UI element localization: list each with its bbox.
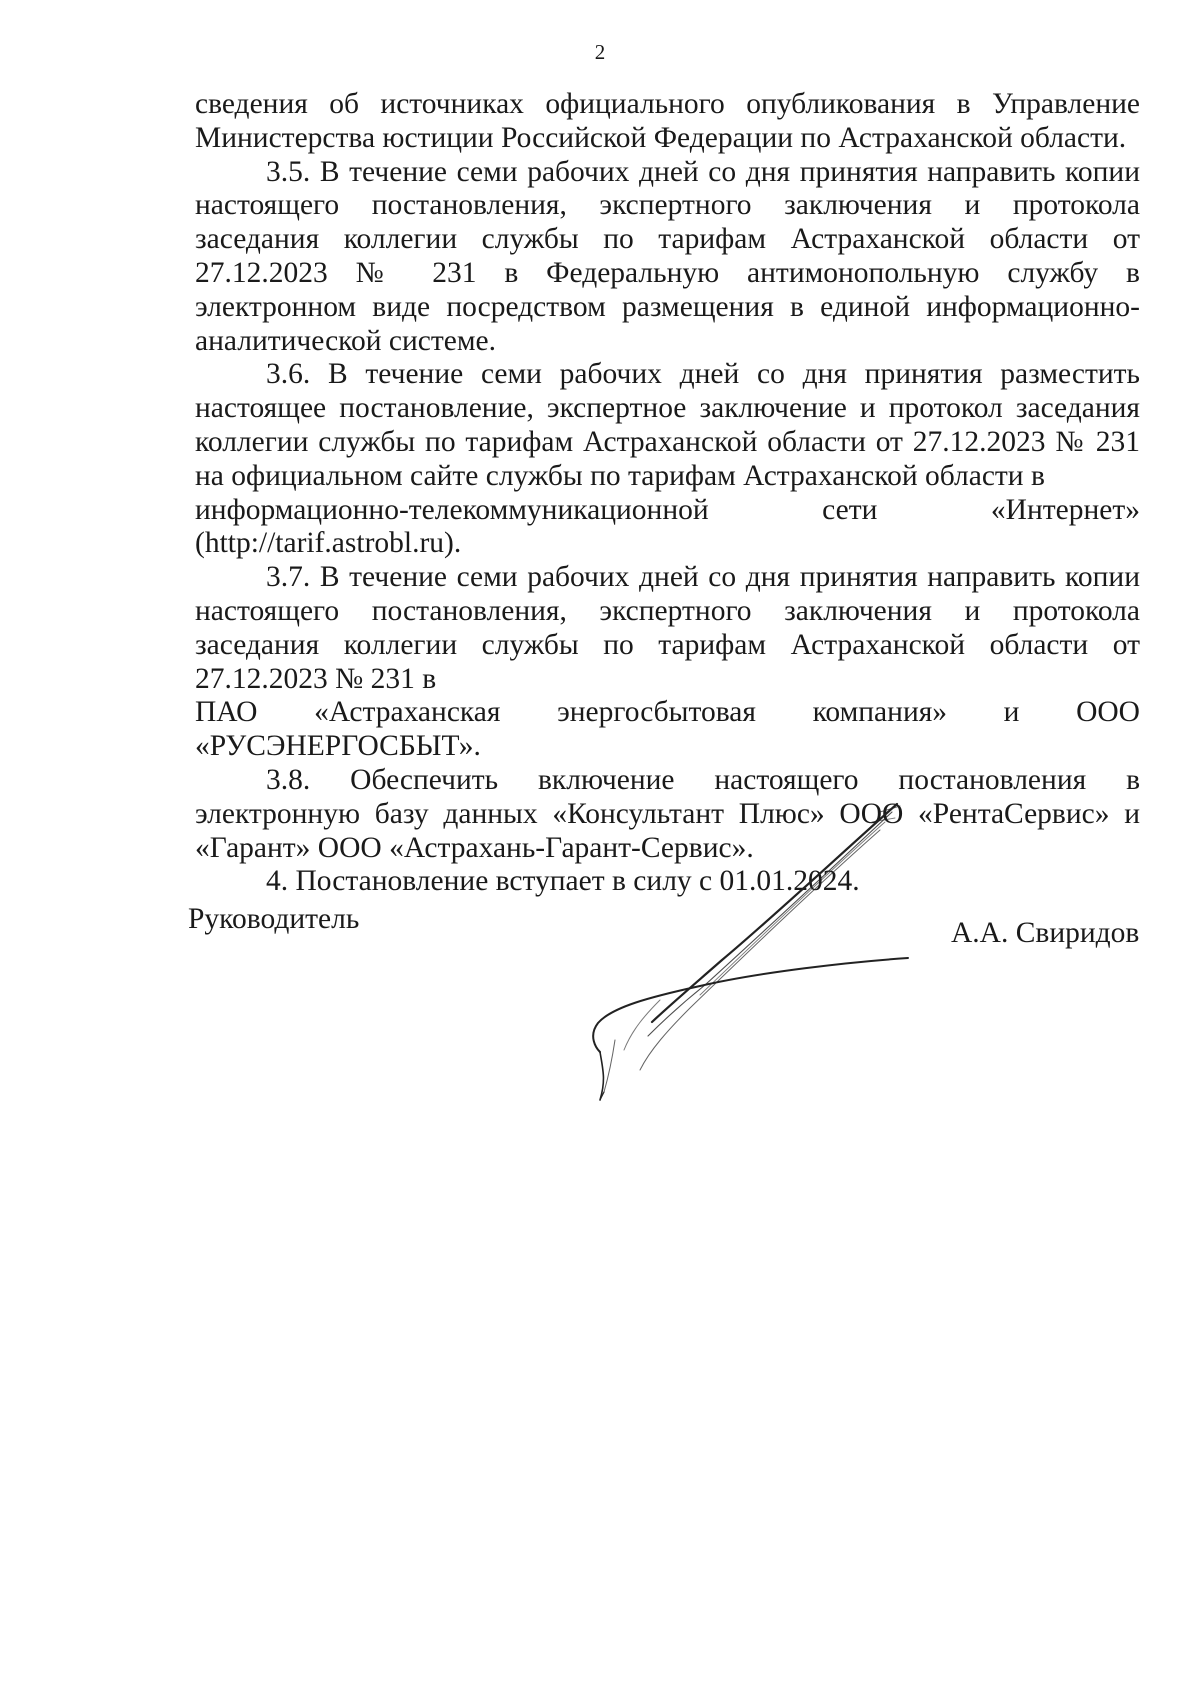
paragraph-3-7 xyxy=(195,561,1140,764)
paragraph-3-5: 3.5. В течение семи рабочих дней со дня принятия направить копии настоящего постановления, экспертного заключения и протокола заседания коллегии службы по тарифам Астраханской области от 27.12.2023 № 231 в Федеральную антимонопольную службу в электронном виде посредством размещения в единой информационно-аналитической системе. xyxy=(195,155,1140,357)
page-number: 2 xyxy=(594,40,606,64)
paragraph-3-7-spread-line: ПАО «Астраханская энергосбытовая компания» и ООО xyxy=(195,696,1140,729)
document-body xyxy=(195,88,1140,899)
paragraph-4: 4. Постановление вступает в силу с 01.01.2024. xyxy=(266,865,860,898)
paragraph-3-7-text: 3.7. В течение семи рабочих дней со дня принятия направить копии настоящего постановления, экспертного заключения и протокола заседания коллегии службы по тарифам Астраханской области от 27.12.2023 № 231 в xyxy=(195,561,1140,695)
text-line: Министерства юстиции Российской Федерации по Астраханской области. xyxy=(195,121,1127,154)
paragraph-3-6 xyxy=(195,358,1140,561)
paragraph-continuation xyxy=(195,88,1140,156)
signer-name: А.А. Свиридов xyxy=(951,917,1140,949)
signer-position: Руководитель xyxy=(188,903,360,935)
paragraph-3-6-text: 3.6. В течение семи рабочих дней со дня принятия разместить настоящее постановление, экспертное заключение и протокол заседания коллегии службы по тарифам Астраханской области от 27.12.2023 № 231 на официальном сайте службы по тарифам Астраханской области в xyxy=(195,358,1140,492)
paragraph-3-6-last-line: (http://tarif.astrobl.ru). xyxy=(195,527,462,560)
paragraph-3-8: 3.8. Обеспечить включение настоящего постановления в электронную базу данных «Консультант Плюс» ООО «РентаСервис» и «Гарант» ООО «Астрахань-Гарант-Сервис». xyxy=(195,763,1140,864)
text-line: сведения об источниках официального опубликования в Управление xyxy=(195,88,1140,120)
paragraph-3-6-spread-line: информационно-телекоммуникационной сети «Интернет» xyxy=(195,493,1140,526)
paragraph-3-7-last-line: «РУСЭНЕРГОСБЫТ». xyxy=(195,730,481,763)
